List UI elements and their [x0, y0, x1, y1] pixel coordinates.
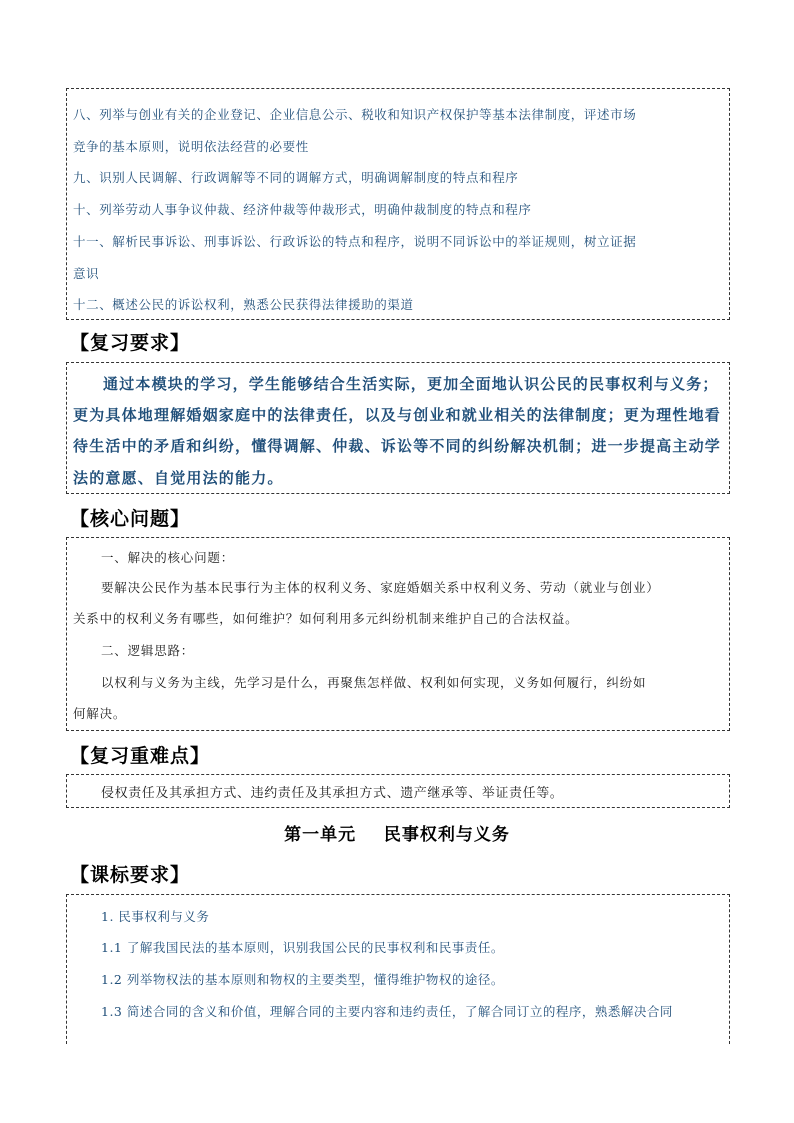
paragraph-line: 侵权责任及其承担方式、违约责任及其承担方式、遗产继承等、举证责任等。 [101, 786, 564, 801]
list-item: 1.2 列举物权法的基本原则和物权的主要类型，懂得维护物权的途径。 [101, 972, 504, 987]
key-points-heading: 【复习重难点】 [70, 745, 211, 767]
list-item: 1. 民事权利与义务 [101, 909, 210, 924]
paragraph-line: 通过本模块的学习，学生能够结合生活实际，更加全面地认识公民的民事权利与义务； [103, 375, 719, 393]
list-item: 1.1 了解我国民法的基本原则，识别我国公民的民事权利和民事责任。 [101, 940, 504, 955]
paragraph-line: 关系中的权利义务有哪些，如何维护？如何利用多元纠纷机制来维护自己的合法权益。 [73, 611, 579, 626]
core-issues-box [66, 537, 730, 731]
paragraph-line: 何解决。 [73, 706, 127, 721]
list-item: 十、列举劳动人事争议仲裁、经济仲裁等仲裁形式，明确仲裁制度的特点和程序 [73, 202, 532, 217]
list-item: 1.3 简述合同的含义和价值，理解合同的主要内容和违约责任，了解合同订立的程序，熟悉解决合同 [101, 1004, 673, 1019]
unit-title: 第一单元 民事权利与义务 [284, 825, 510, 845]
paragraph-line: 二、逻辑思路： [101, 643, 195, 658]
core-issues-heading: 【核心问题】 [70, 508, 191, 530]
list-item: 十一、解析民事诉讼、刑事诉讼、行政诉讼的特点和程序，说明不同诉讼中的举证规则，树立证据 [73, 234, 637, 249]
paragraph-line: 待生活中的矛盾和纠纷，懂得调解、仲裁、诉讼等不同的纠纷解决机制；进一步提高主动学 [73, 437, 722, 455]
list-item: 八、列举与创业有关的企业登记、企业信息公示、税收和知识产权保护等基本法律制度，评述市场 [73, 107, 637, 122]
paragraph-line: 更为具体地理解婚姻家庭中的法律责任，以及与创业和就业相关的法律制度；更为理性地看 [73, 406, 722, 424]
paragraph-line: 以权利与义务为主线，先学习是什么，再聚焦怎样做、权利如何实现，义务如何履行，纠纷如 [101, 675, 647, 690]
paragraph-line: 要解决公民作为基本民事行为主体的权利义务、家庭婚姻关系中权利义务、劳动（就业与创业） [101, 580, 660, 595]
paragraph-line: 一、解决的核心问题： [101, 550, 235, 565]
list-item: 十二、概述公民的诉讼权利，熟悉公民获得法律援助的渠道 [73, 297, 414, 312]
key-points-box [66, 774, 730, 808]
review-requirements-heading: 【复习要求】 [70, 332, 191, 354]
review-requirements-box [66, 362, 730, 494]
list-item: 意识 [73, 266, 100, 281]
law-system-list-box [66, 88, 730, 320]
curriculum-box [66, 894, 730, 1044]
paragraph-line: 法的意愿、自觉用法的能力。 [73, 469, 284, 487]
list-item: 九、识别人民调解、行政调解等不同的调解方式，明确调解制度的特点和程序 [73, 170, 519, 185]
curriculum-heading: 【课标要求】 [70, 864, 191, 886]
list-item: 竞争的基本原则，说明依法经营的必要性 [73, 139, 309, 154]
